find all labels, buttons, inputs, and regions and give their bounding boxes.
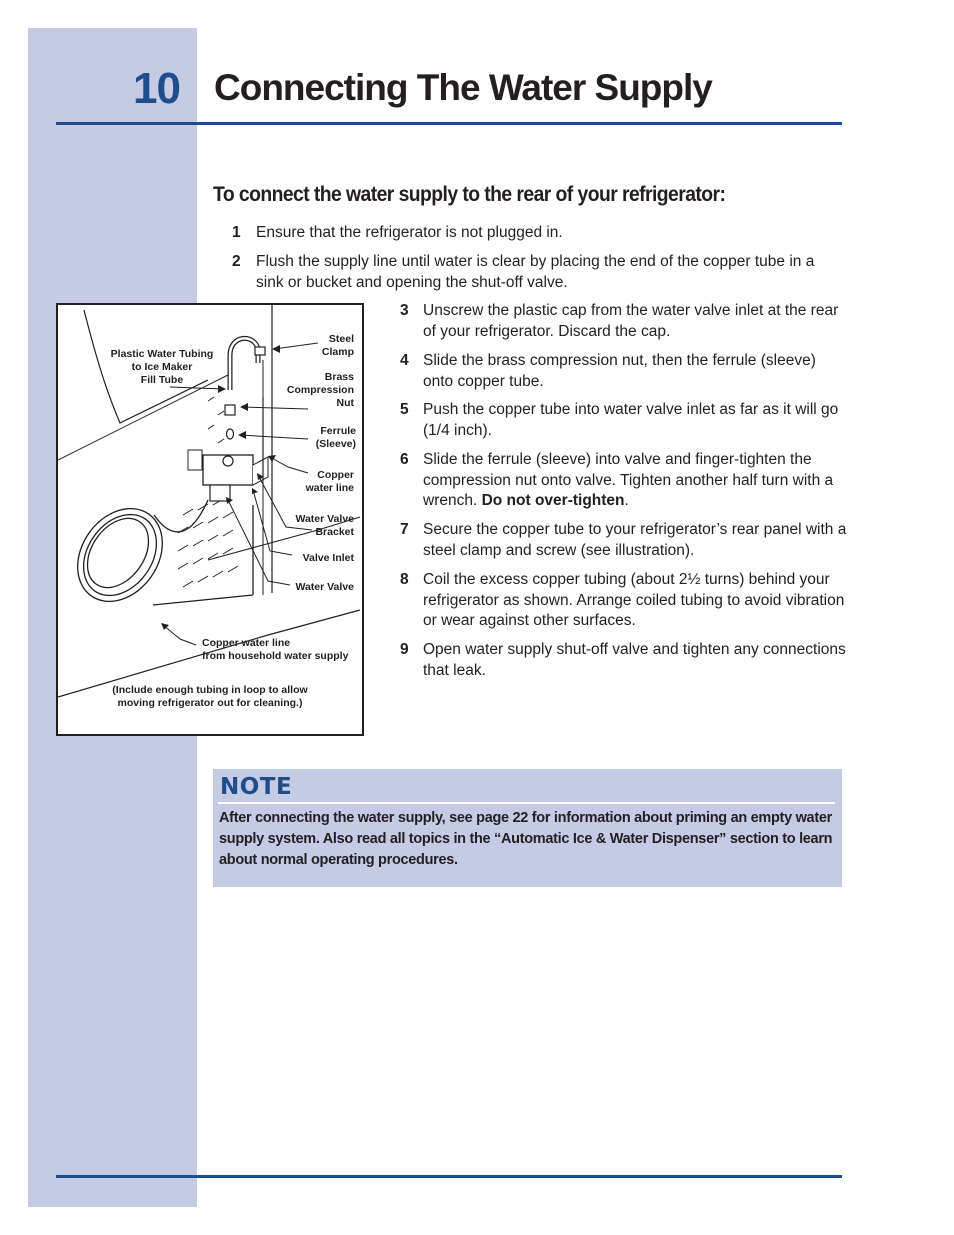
label-plastic-tubing-1: Plastic Water Tubing	[110, 348, 214, 360]
label-copper-line-1: Copper	[317, 469, 354, 481]
page-title: Connecting The Water Supply	[214, 67, 712, 108]
step-4	[400, 351, 848, 392]
note-box	[213, 769, 842, 887]
step-3	[400, 301, 848, 342]
label-steel-clamp-2: Clamp	[321, 346, 354, 358]
illustration-drawing	[58, 305, 362, 734]
step-number: 2	[232, 253, 241, 270]
label-household-2: from household water supply	[202, 650, 349, 662]
label-bracket-1: Water Valve	[295, 513, 354, 525]
ferrule	[227, 429, 234, 439]
label-ferrule-2: (Sleeve)	[315, 438, 356, 450]
note-body: After connecting the water supply, see page 22 for information about priming an empty water supply system. Also read all topics in the “Automatic Ice & Water Dispenser” section to learn about normal operating procedures.	[219, 810, 833, 868]
step-number: 4	[400, 352, 409, 369]
step-number: 3	[400, 302, 409, 319]
label-brass-nut-2: Compression	[286, 384, 354, 396]
header-rule	[56, 122, 842, 125]
step-9	[400, 640, 848, 681]
step-warning: Do not over-tighten	[481, 492, 625, 509]
step-text-main: Slide the ferrule (sleeve) into valve and finger-tighten the compression nut onto valve. Tighten another half turn with a wrench.	[423, 451, 834, 509]
note-divider	[218, 802, 835, 804]
label-plastic-tubing-2: to Ice Maker	[131, 361, 193, 373]
step-6	[400, 450, 848, 512]
brass-nut	[225, 405, 235, 415]
step-number: 7	[400, 521, 409, 538]
step-text	[423, 450, 848, 512]
label-brass-nut-1: Brass	[324, 371, 354, 383]
step-text: Flush the supply line until water is clear by placing the end of the copper tube in a sink or bucket and opening the shut-off valve.	[256, 253, 815, 291]
page-number: 10	[133, 64, 180, 113]
label-ferrule-1: Ferrule	[320, 425, 356, 437]
step-text: Coil the excess copper tubing (about 2½ turns) behind your refrigerator as shown. Arrange coiled tubing to avoid vibration or wear against other surfaces.	[423, 571, 845, 629]
caption-1: (Include enough tubing in loop to allow	[112, 684, 308, 696]
step-text: Ensure that the refrigerator is not plugged in.	[256, 224, 563, 241]
footer-rule	[56, 1175, 842, 1178]
step-number: 5	[400, 401, 409, 418]
water-valve-illustration	[56, 303, 364, 736]
label-brass-nut-3: Nut	[336, 397, 354, 409]
label-household-1: Copper water line	[202, 637, 291, 649]
steel-clamp	[255, 347, 265, 355]
step-text: Slide the brass compression nut, then the ferrule (sleeve) onto copper tube.	[423, 352, 816, 390]
label-water-valve: Water Valve	[295, 581, 354, 593]
plastic-tubing	[230, 338, 258, 390]
note-title: NOTE	[220, 774, 293, 800]
step-5	[400, 400, 848, 441]
step-text-end: .	[624, 492, 629, 509]
step-text: Open water supply shut-off valve and tighten any connections that leak.	[423, 641, 846, 679]
step-7	[400, 520, 848, 561]
step-text: Unscrew the plastic cap from the water valve inlet at the rear of your refrigerator. Discard the cap.	[423, 302, 839, 340]
step-2	[232, 252, 846, 293]
step-1	[232, 223, 846, 244]
label-steel-clamp-1: Steel	[328, 333, 354, 345]
label-plastic-tubing-3: Fill Tube	[140, 374, 184, 386]
water-valve	[188, 450, 268, 501]
caption-2: moving refrigerator out for cleaning.)	[117, 697, 303, 709]
step-8	[400, 570, 848, 632]
step-text: Secure the copper tube to your refrigerator’s rear panel with a steel clamp and screw (see illustration).	[423, 521, 847, 559]
step-number: 8	[400, 571, 409, 588]
copper-coil	[60, 492, 253, 618]
step-number: 6	[400, 451, 409, 468]
label-bracket-2: Bracket	[315, 526, 354, 538]
label-valve-inlet: Valve Inlet	[302, 552, 354, 564]
label-copper-line-2: water line	[305, 482, 354, 494]
step-number: 9	[400, 641, 409, 658]
section-heading: To connect the water supply to the rear of your refrigerator:	[213, 183, 726, 206]
step-text: Push the copper tube into water valve inlet as far as it will go (1/4 inch).	[423, 401, 839, 439]
step-number: 1	[232, 224, 241, 241]
